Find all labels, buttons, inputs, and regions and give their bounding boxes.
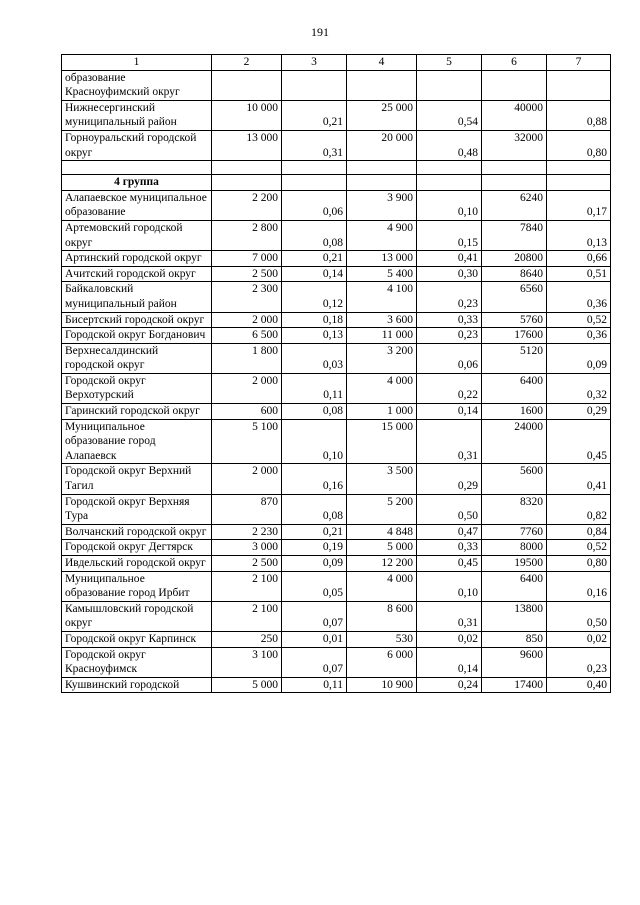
value-cell-c2: 2 230 xyxy=(212,524,282,540)
table-cell xyxy=(482,175,547,191)
column-header: 4 xyxy=(347,55,417,71)
table-row xyxy=(62,601,611,631)
value-cell-c2: 13 000 xyxy=(212,130,282,160)
value-cell-c6 xyxy=(482,70,547,100)
value-cell-c2: 2 500 xyxy=(212,556,282,572)
municipality-name: Ачитский городской округ xyxy=(62,266,212,282)
value-cell-c3: 0,21 xyxy=(282,100,347,130)
value-cell-c4: 4 848 xyxy=(347,524,417,540)
value-cell-c4 xyxy=(347,70,417,100)
municipality-name: Городской округ Красноуфимск xyxy=(62,647,212,677)
value-cell-c2: 2 200 xyxy=(212,190,282,220)
value-cell-c3: 0,12 xyxy=(282,282,347,312)
value-cell-c5: 0,30 xyxy=(417,266,482,282)
value-cell-c6: 850 xyxy=(482,631,547,647)
municipality-name: Артинский городской округ xyxy=(62,251,212,267)
table-row xyxy=(62,494,611,524)
value-cell-c7: 0,84 xyxy=(547,524,611,540)
value-cell-c4: 4 000 xyxy=(347,373,417,403)
value-cell-c6: 6560 xyxy=(482,282,547,312)
value-cell-c3: 0,03 xyxy=(282,343,347,373)
table-row xyxy=(62,677,611,693)
municipality-name: Городской округ Верхотурский xyxy=(62,373,212,403)
value-cell-c6: 6400 xyxy=(482,373,547,403)
value-cell-c2: 870 xyxy=(212,494,282,524)
value-cell-c2: 5 100 xyxy=(212,419,282,464)
table-row xyxy=(62,373,611,403)
value-cell-c7: 0,09 xyxy=(547,343,611,373)
value-cell-c3: 0,05 xyxy=(282,571,347,601)
value-cell-c7: 0,36 xyxy=(547,328,611,344)
value-cell-c5: 0,31 xyxy=(417,601,482,631)
municipality-name: Волчанский городской округ xyxy=(62,524,212,540)
table-row xyxy=(62,328,611,344)
value-cell-c7: 0,51 xyxy=(547,266,611,282)
value-cell-c3: 0,13 xyxy=(282,328,347,344)
municipality-name: Городской округ Дегтярск xyxy=(62,540,212,556)
value-cell-c6: 17600 xyxy=(482,328,547,344)
column-header: 7 xyxy=(547,55,611,71)
value-cell-c2: 3 100 xyxy=(212,647,282,677)
table-cell xyxy=(212,161,282,175)
value-cell-c6: 5600 xyxy=(482,464,547,494)
value-cell-c4: 5 200 xyxy=(347,494,417,524)
municipality-name: Бисертский городской округ xyxy=(62,312,212,328)
table-cell xyxy=(417,161,482,175)
value-cell-c3: 0,16 xyxy=(282,464,347,494)
value-cell-c3: 0,11 xyxy=(282,373,347,403)
value-cell-c4: 4 900 xyxy=(347,220,417,250)
table-row xyxy=(62,312,611,328)
value-cell-c6: 8320 xyxy=(482,494,547,524)
municipality-name: Кушвинский городской xyxy=(62,677,212,693)
value-cell-c5: 0,02 xyxy=(417,631,482,647)
value-cell-c2 xyxy=(212,70,282,100)
group-header-row xyxy=(62,175,611,191)
blank-row xyxy=(62,161,611,175)
value-cell-c2: 2 100 xyxy=(212,601,282,631)
value-cell-c3 xyxy=(282,70,347,100)
value-cell-c7: 0,32 xyxy=(547,373,611,403)
value-cell-c7: 0,80 xyxy=(547,556,611,572)
municipality-name: Городской округ Верхняя Тура xyxy=(62,494,212,524)
value-cell-c4: 5 000 xyxy=(347,540,417,556)
header-row xyxy=(62,55,611,71)
value-cell-c7: 0,52 xyxy=(547,312,611,328)
table-cell xyxy=(282,161,347,175)
value-cell-c3: 0,21 xyxy=(282,251,347,267)
value-cell-c2: 5 000 xyxy=(212,677,282,693)
table-row xyxy=(62,647,611,677)
value-cell-c6: 32000 xyxy=(482,130,547,160)
municipality-name: Городской округ Карпинск xyxy=(62,631,212,647)
table-cell xyxy=(62,161,212,175)
value-cell-c2: 250 xyxy=(212,631,282,647)
value-cell-c5: 0,45 xyxy=(417,556,482,572)
value-cell-c2: 2 100 xyxy=(212,571,282,601)
table-row xyxy=(62,540,611,556)
municipality-name: Городской округ Богданович xyxy=(62,328,212,344)
value-cell-c6: 6400 xyxy=(482,571,547,601)
value-cell-c4: 13 000 xyxy=(347,251,417,267)
value-cell-c7: 0,41 xyxy=(547,464,611,494)
table-row xyxy=(62,266,611,282)
value-cell-c5: 0,31 xyxy=(417,419,482,464)
value-cell-c3: 0,10 xyxy=(282,419,347,464)
table-row xyxy=(62,404,611,420)
value-cell-c5: 0,50 xyxy=(417,494,482,524)
municipality-name: Гаринский городской округ xyxy=(62,404,212,420)
value-cell-c5: 0,41 xyxy=(417,251,482,267)
column-header: 3 xyxy=(282,55,347,71)
value-cell-c4: 3 500 xyxy=(347,464,417,494)
value-cell-c2: 6 500 xyxy=(212,328,282,344)
value-cell-c3: 0,19 xyxy=(282,540,347,556)
value-cell-c3: 0,08 xyxy=(282,404,347,420)
value-cell-c6: 6240 xyxy=(482,190,547,220)
table-cell xyxy=(482,161,547,175)
value-cell-c7: 0,17 xyxy=(547,190,611,220)
municipality-name: Муниципальное образование город Ирбит xyxy=(62,571,212,601)
value-cell-c4: 8 600 xyxy=(347,601,417,631)
value-cell-c3: 0,18 xyxy=(282,312,347,328)
table-row xyxy=(62,190,611,220)
value-cell-c6: 7840 xyxy=(482,220,547,250)
value-cell-c7: 0,40 xyxy=(547,677,611,693)
value-cell-c4: 1 000 xyxy=(347,404,417,420)
value-cell-c4: 4 100 xyxy=(347,282,417,312)
value-cell-c4: 3 900 xyxy=(347,190,417,220)
value-cell-c3: 0,08 xyxy=(282,220,347,250)
value-cell-c5: 0,24 xyxy=(417,677,482,693)
value-cell-c7: 0,36 xyxy=(547,282,611,312)
value-cell-c2: 7 000 xyxy=(212,251,282,267)
municipality-name: образование Красноуфимский округ xyxy=(62,70,212,100)
value-cell-c3: 0,07 xyxy=(282,601,347,631)
column-header: 2 xyxy=(212,55,282,71)
value-cell-c3: 0,11 xyxy=(282,677,347,693)
municipality-name: Нижнесергинский муниципальный район xyxy=(62,100,212,130)
value-cell-c6: 7760 xyxy=(482,524,547,540)
table-row xyxy=(62,571,611,601)
value-cell-c3: 0,08 xyxy=(282,494,347,524)
value-cell-c4: 530 xyxy=(347,631,417,647)
table-row xyxy=(62,524,611,540)
value-cell-c5: 0,23 xyxy=(417,328,482,344)
value-cell-c4: 25 000 xyxy=(347,100,417,130)
table-row xyxy=(62,556,611,572)
value-cell-c4: 12 200 xyxy=(347,556,417,572)
value-cell-c6: 13800 xyxy=(482,601,547,631)
value-cell-c2: 3 000 xyxy=(212,540,282,556)
value-cell-c6: 24000 xyxy=(482,419,547,464)
value-cell-c7 xyxy=(547,70,611,100)
table-row xyxy=(62,220,611,250)
value-cell-c6: 8640 xyxy=(482,266,547,282)
value-cell-c3: 0,06 xyxy=(282,190,347,220)
value-cell-c5: 0,29 xyxy=(417,464,482,494)
value-cell-c7: 0,02 xyxy=(547,631,611,647)
value-cell-c5: 0,15 xyxy=(417,220,482,250)
value-cell-c7: 0,80 xyxy=(547,130,611,160)
value-cell-c2: 10 000 xyxy=(212,100,282,130)
table-cell xyxy=(347,175,417,191)
table-row xyxy=(62,251,611,267)
value-cell-c6: 8000 xyxy=(482,540,547,556)
value-cell-c7: 0,29 xyxy=(547,404,611,420)
value-cell-c6: 1600 xyxy=(482,404,547,420)
value-cell-c6: 20800 xyxy=(482,251,547,267)
value-cell-c2: 2 500 xyxy=(212,266,282,282)
municipality-name: Муниципальное образование город Алапаевск xyxy=(62,419,212,464)
municipality-name: Артемовский городской округ xyxy=(62,220,212,250)
value-cell-c5 xyxy=(417,70,482,100)
municipality-name: Камышловский городской округ xyxy=(62,601,212,631)
value-cell-c5: 0,06 xyxy=(417,343,482,373)
value-cell-c3: 0,21 xyxy=(282,524,347,540)
value-cell-c3: 0,14 xyxy=(282,266,347,282)
value-cell-c2: 2 000 xyxy=(212,373,282,403)
value-cell-c3: 0,09 xyxy=(282,556,347,572)
value-cell-c4: 6 000 xyxy=(347,647,417,677)
table-row xyxy=(62,343,611,373)
table-row xyxy=(62,631,611,647)
data-table xyxy=(61,54,611,693)
value-cell-c6: 5760 xyxy=(482,312,547,328)
value-cell-c5: 0,14 xyxy=(417,647,482,677)
table-cell xyxy=(417,175,482,191)
value-cell-c7: 0,16 xyxy=(547,571,611,601)
value-cell-c7: 0,50 xyxy=(547,601,611,631)
table-row xyxy=(62,130,611,160)
table-cell xyxy=(212,175,282,191)
value-cell-c7: 0,82 xyxy=(547,494,611,524)
table-row xyxy=(62,70,611,100)
value-cell-c5: 0,54 xyxy=(417,100,482,130)
value-cell-c2: 2 300 xyxy=(212,282,282,312)
value-cell-c7: 0,88 xyxy=(547,100,611,130)
value-cell-c5: 0,33 xyxy=(417,540,482,556)
value-cell-c5: 0,14 xyxy=(417,404,482,420)
value-cell-c3: 0,07 xyxy=(282,647,347,677)
table-cell xyxy=(282,175,347,191)
value-cell-c6: 40000 xyxy=(482,100,547,130)
value-cell-c2: 600 xyxy=(212,404,282,420)
municipality-name: Алапаевское муниципальное образование xyxy=(62,190,212,220)
table-cell xyxy=(547,161,611,175)
value-cell-c5: 0,48 xyxy=(417,130,482,160)
value-cell-c3: 0,01 xyxy=(282,631,347,647)
value-cell-c5: 0,10 xyxy=(417,571,482,601)
value-cell-c5: 0,33 xyxy=(417,312,482,328)
table-row xyxy=(62,282,611,312)
table-body xyxy=(62,70,611,693)
table-row xyxy=(62,419,611,464)
value-cell-c6: 17400 xyxy=(482,677,547,693)
value-cell-c4: 5 400 xyxy=(347,266,417,282)
table-row xyxy=(62,100,611,130)
value-cell-c2: 2 000 xyxy=(212,312,282,328)
value-cell-c6: 19500 xyxy=(482,556,547,572)
page-number: 191 xyxy=(311,25,329,39)
value-cell-c4: 10 900 xyxy=(347,677,417,693)
value-cell-c2: 2 000 xyxy=(212,464,282,494)
value-cell-c7: 0,23 xyxy=(547,647,611,677)
column-header: 5 xyxy=(417,55,482,71)
value-cell-c2: 2 800 xyxy=(212,220,282,250)
value-cell-c6: 5120 xyxy=(482,343,547,373)
value-cell-c7: 0,45 xyxy=(547,419,611,464)
value-cell-c5: 0,47 xyxy=(417,524,482,540)
municipality-name: Ивдельский городской округ xyxy=(62,556,212,572)
value-cell-c4: 3 200 xyxy=(347,343,417,373)
table-row xyxy=(62,464,611,494)
column-header: 6 xyxy=(482,55,547,71)
value-cell-c3: 0,31 xyxy=(282,130,347,160)
value-cell-c5: 0,10 xyxy=(417,190,482,220)
value-cell-c4: 15 000 xyxy=(347,419,417,464)
value-cell-c6: 9600 xyxy=(482,647,547,677)
value-cell-c7: 0,13 xyxy=(547,220,611,250)
municipality-name: Горноуральский городской округ xyxy=(62,130,212,160)
value-cell-c4: 11 000 xyxy=(347,328,417,344)
value-cell-c4: 20 000 xyxy=(347,130,417,160)
value-cell-c5: 0,23 xyxy=(417,282,482,312)
value-cell-c4: 4 000 xyxy=(347,571,417,601)
municipality-name: Байкаловский муниципальный район xyxy=(62,282,212,312)
table-cell xyxy=(547,175,611,191)
value-cell-c7: 0,66 xyxy=(547,251,611,267)
municipality-name: Верхнесалдинский городской округ xyxy=(62,343,212,373)
municipality-name: Городской округ Верхний Тагил xyxy=(62,464,212,494)
table-cell xyxy=(347,161,417,175)
value-cell-c5: 0,22 xyxy=(417,373,482,403)
value-cell-c4: 3 600 xyxy=(347,312,417,328)
value-cell-c7: 0,52 xyxy=(547,540,611,556)
value-cell-c2: 1 800 xyxy=(212,343,282,373)
column-header: 1 xyxy=(62,55,212,71)
group-label: 4 группа xyxy=(62,175,212,191)
